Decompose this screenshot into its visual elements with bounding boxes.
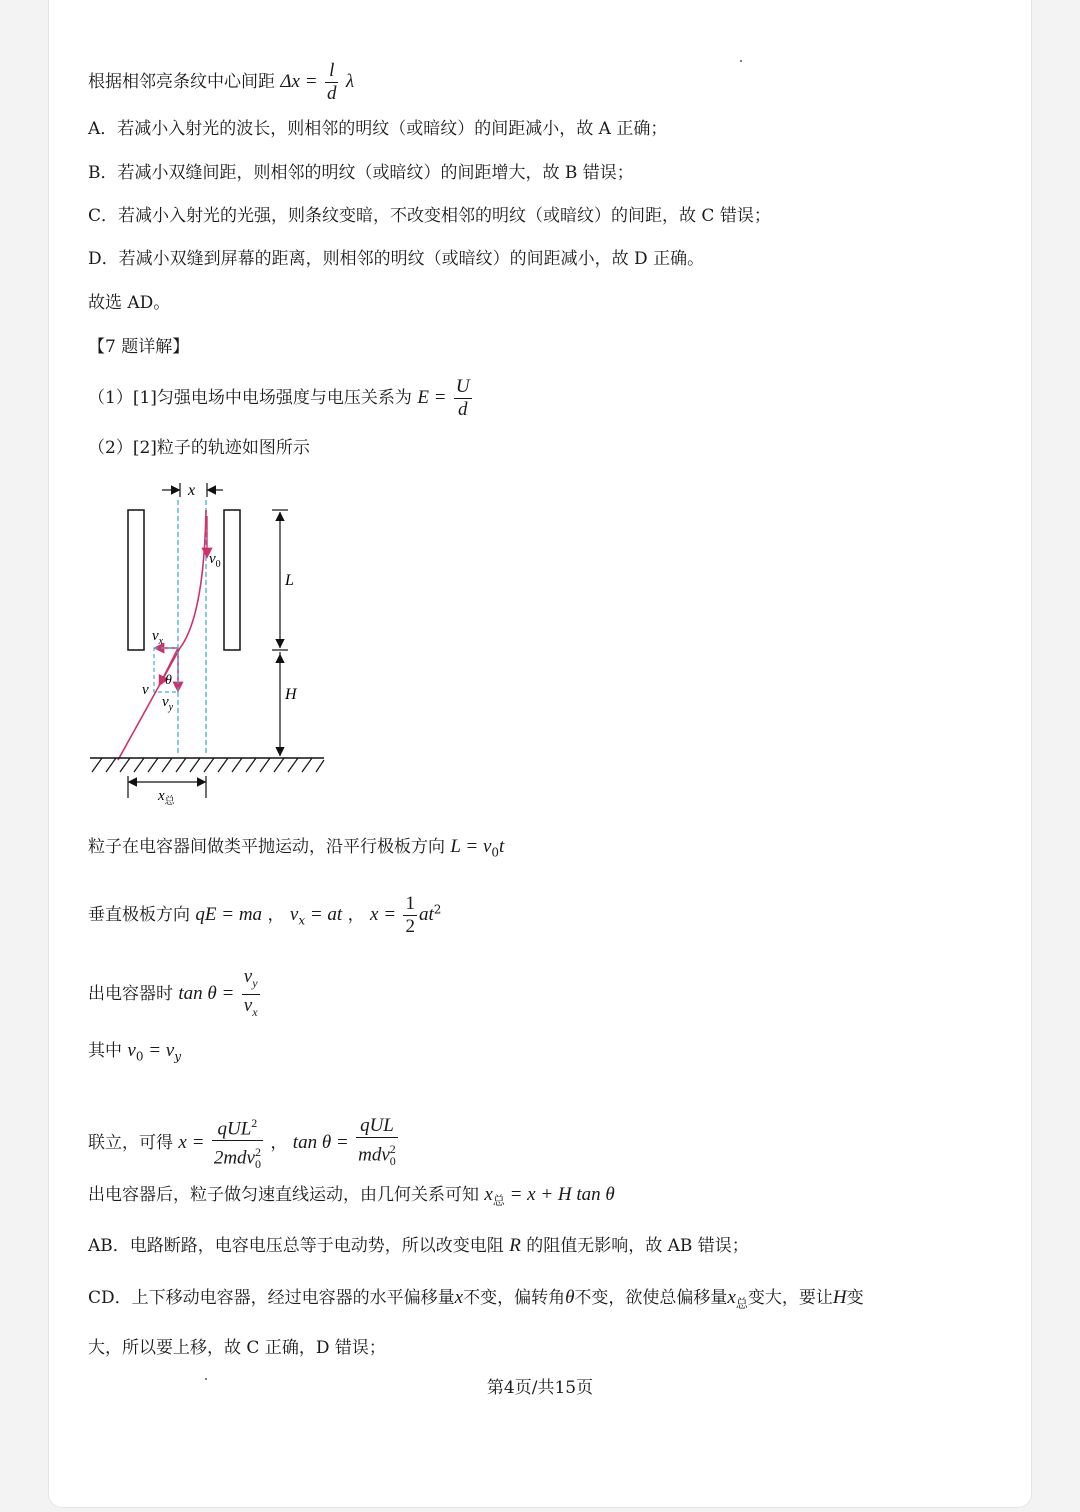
fringe-spacing-line (88, 60, 354, 105)
fraction (356, 1115, 398, 1172)
fraction (212, 1112, 263, 1175)
formula: tan θ = (292, 1132, 349, 1154)
part-2-line: （2）[2]粒子的轨迹如图所示 (88, 438, 310, 458)
subscript: 总 (492, 1193, 505, 1208)
denominator: 2 (405, 916, 415, 937)
part-1-line (88, 376, 474, 421)
formula: θ (565, 1287, 575, 1308)
answer-line: 故选 AD。 (88, 293, 171, 313)
text: 不变，欲使总偏移量 (574, 1288, 728, 1308)
formula: H (832, 1287, 847, 1308)
text: 的阻值无影响，故 AB 错误； (526, 1236, 749, 1256)
text: 不变，偏转角 (463, 1288, 566, 1308)
text: CD．上下移动电容器，经过电容器的水平偏移量 (88, 1288, 455, 1308)
formula: v (289, 904, 299, 925)
capacitor-plate-right (224, 510, 240, 650)
ground-hatching (92, 758, 324, 772)
subscript: 总 (735, 1296, 748, 1311)
formula: x (454, 1287, 464, 1308)
numerator: U (455, 376, 470, 397)
text-line-geometry (88, 1184, 615, 1211)
text-line-combine (88, 1112, 400, 1175)
label-x-total: $x_总$ (158, 788, 175, 806)
numerator: l (325, 60, 339, 83)
numerator: 1 (405, 893, 415, 914)
option-c: C．若减小入射光的光强，则条纹变暗，不改变相邻的明纹（或暗纹）的间距，故 C 错误； (88, 206, 771, 226)
text-line-motion (88, 836, 504, 863)
numerator: $v_y$ (242, 966, 260, 995)
formula: L = v (450, 836, 492, 857)
denominator: d (458, 399, 468, 420)
label-L: L (285, 572, 294, 589)
label-vx: $v_x$ (152, 628, 164, 647)
text-line-cd (88, 1287, 864, 1314)
formula: = v (143, 1040, 175, 1061)
denominator: d (326, 83, 337, 104)
formula: qE = ma (195, 904, 263, 925)
text: 粒子在电容器间做类平抛运动，沿平行极板方向 (88, 837, 445, 857)
text: 出电容器时 (88, 983, 173, 1004)
section-heading: 【7 题详解】 (88, 337, 190, 357)
formula: at (418, 904, 434, 925)
formula: E = (417, 387, 447, 408)
formula: Δx = (280, 71, 318, 92)
trajectory-diagram (80, 476, 340, 806)
fraction (325, 60, 339, 105)
text: 出电容器后，粒子做匀速直线运动，由几何关系可知 (88, 1185, 479, 1205)
text: 联立，可得 (88, 1133, 173, 1154)
capacitor-plate-left (128, 510, 144, 650)
formula: x = (178, 1132, 205, 1154)
denominator: 2mdv$^2_0$ (213, 1145, 261, 1172)
formula: v (127, 1040, 136, 1061)
formula: λ (345, 71, 355, 92)
label-v0: $v_0$ (209, 551, 221, 570)
label-vy: $v_y$ (162, 694, 174, 713)
option-b: B．若减小双缝间距，则相邻的明纹（或暗纹）的间距增大，故 B 错误； (88, 163, 634, 183)
text: 垂直极板方向 (88, 905, 190, 925)
fraction (242, 966, 260, 1023)
fraction (403, 893, 417, 938)
text-line-tan (88, 966, 262, 1023)
formula: tan θ = (178, 982, 235, 1004)
text-line-where (88, 1040, 181, 1067)
formula: x (484, 1184, 493, 1205)
numerator: qUL (356, 1115, 398, 1138)
formula: x = (370, 904, 397, 925)
formula: = x + H tan θ (504, 1184, 615, 1205)
label-v: v (142, 682, 149, 698)
text-line-perpendicular (88, 893, 441, 938)
denominator: $v_x$ (243, 994, 258, 1019)
option-d: D．若减小双缝到屏幕的距离，则相邻的明纹（或暗纹）的间距减小，故 D 正确。 (88, 249, 705, 269)
subscript: x (298, 913, 306, 928)
page-footer: 第4页/共15页 (486, 1378, 594, 1398)
superscript: 2 (433, 902, 442, 917)
formula: = at (305, 904, 343, 925)
formula: t (499, 836, 505, 857)
text-line-cd-cont: 大，所以要上移，故 C 正确，D 错误； (88, 1338, 386, 1358)
label-theta: θ (165, 673, 172, 688)
text: 其中 (88, 1041, 122, 1061)
separator: ， (267, 905, 285, 925)
subscript: 0 (491, 845, 500, 860)
scan-speck (740, 60, 742, 62)
subscript: 0 (135, 1049, 144, 1064)
text: 变 (846, 1288, 864, 1308)
subscript: y (174, 1049, 182, 1064)
separator: ， (347, 905, 365, 925)
formula: R (509, 1235, 521, 1256)
text: 变大，要让 (747, 1288, 833, 1308)
text: AB．电路断路，电容电压总等于电动势，所以改变电阻 (88, 1236, 504, 1256)
denominator: mdv$^2_0$ (358, 1142, 396, 1169)
text-line-ab (88, 1235, 749, 1257)
fraction (454, 376, 472, 421)
label-x: x (188, 482, 196, 499)
option-a: A．若减小入射光的波长，则相邻的明纹（或暗纹）的间距减小，故 A 正确； (88, 119, 668, 139)
text: 根据相邻亮条纹中心间距 (88, 72, 275, 92)
numerator: qUL$^2$ (212, 1112, 263, 1141)
text: （1）[1]匀强电场中电场强度与电压关系为 (88, 388, 412, 408)
label-H: H (285, 686, 297, 703)
separator: ， (270, 1133, 288, 1154)
formula: x (727, 1287, 736, 1308)
